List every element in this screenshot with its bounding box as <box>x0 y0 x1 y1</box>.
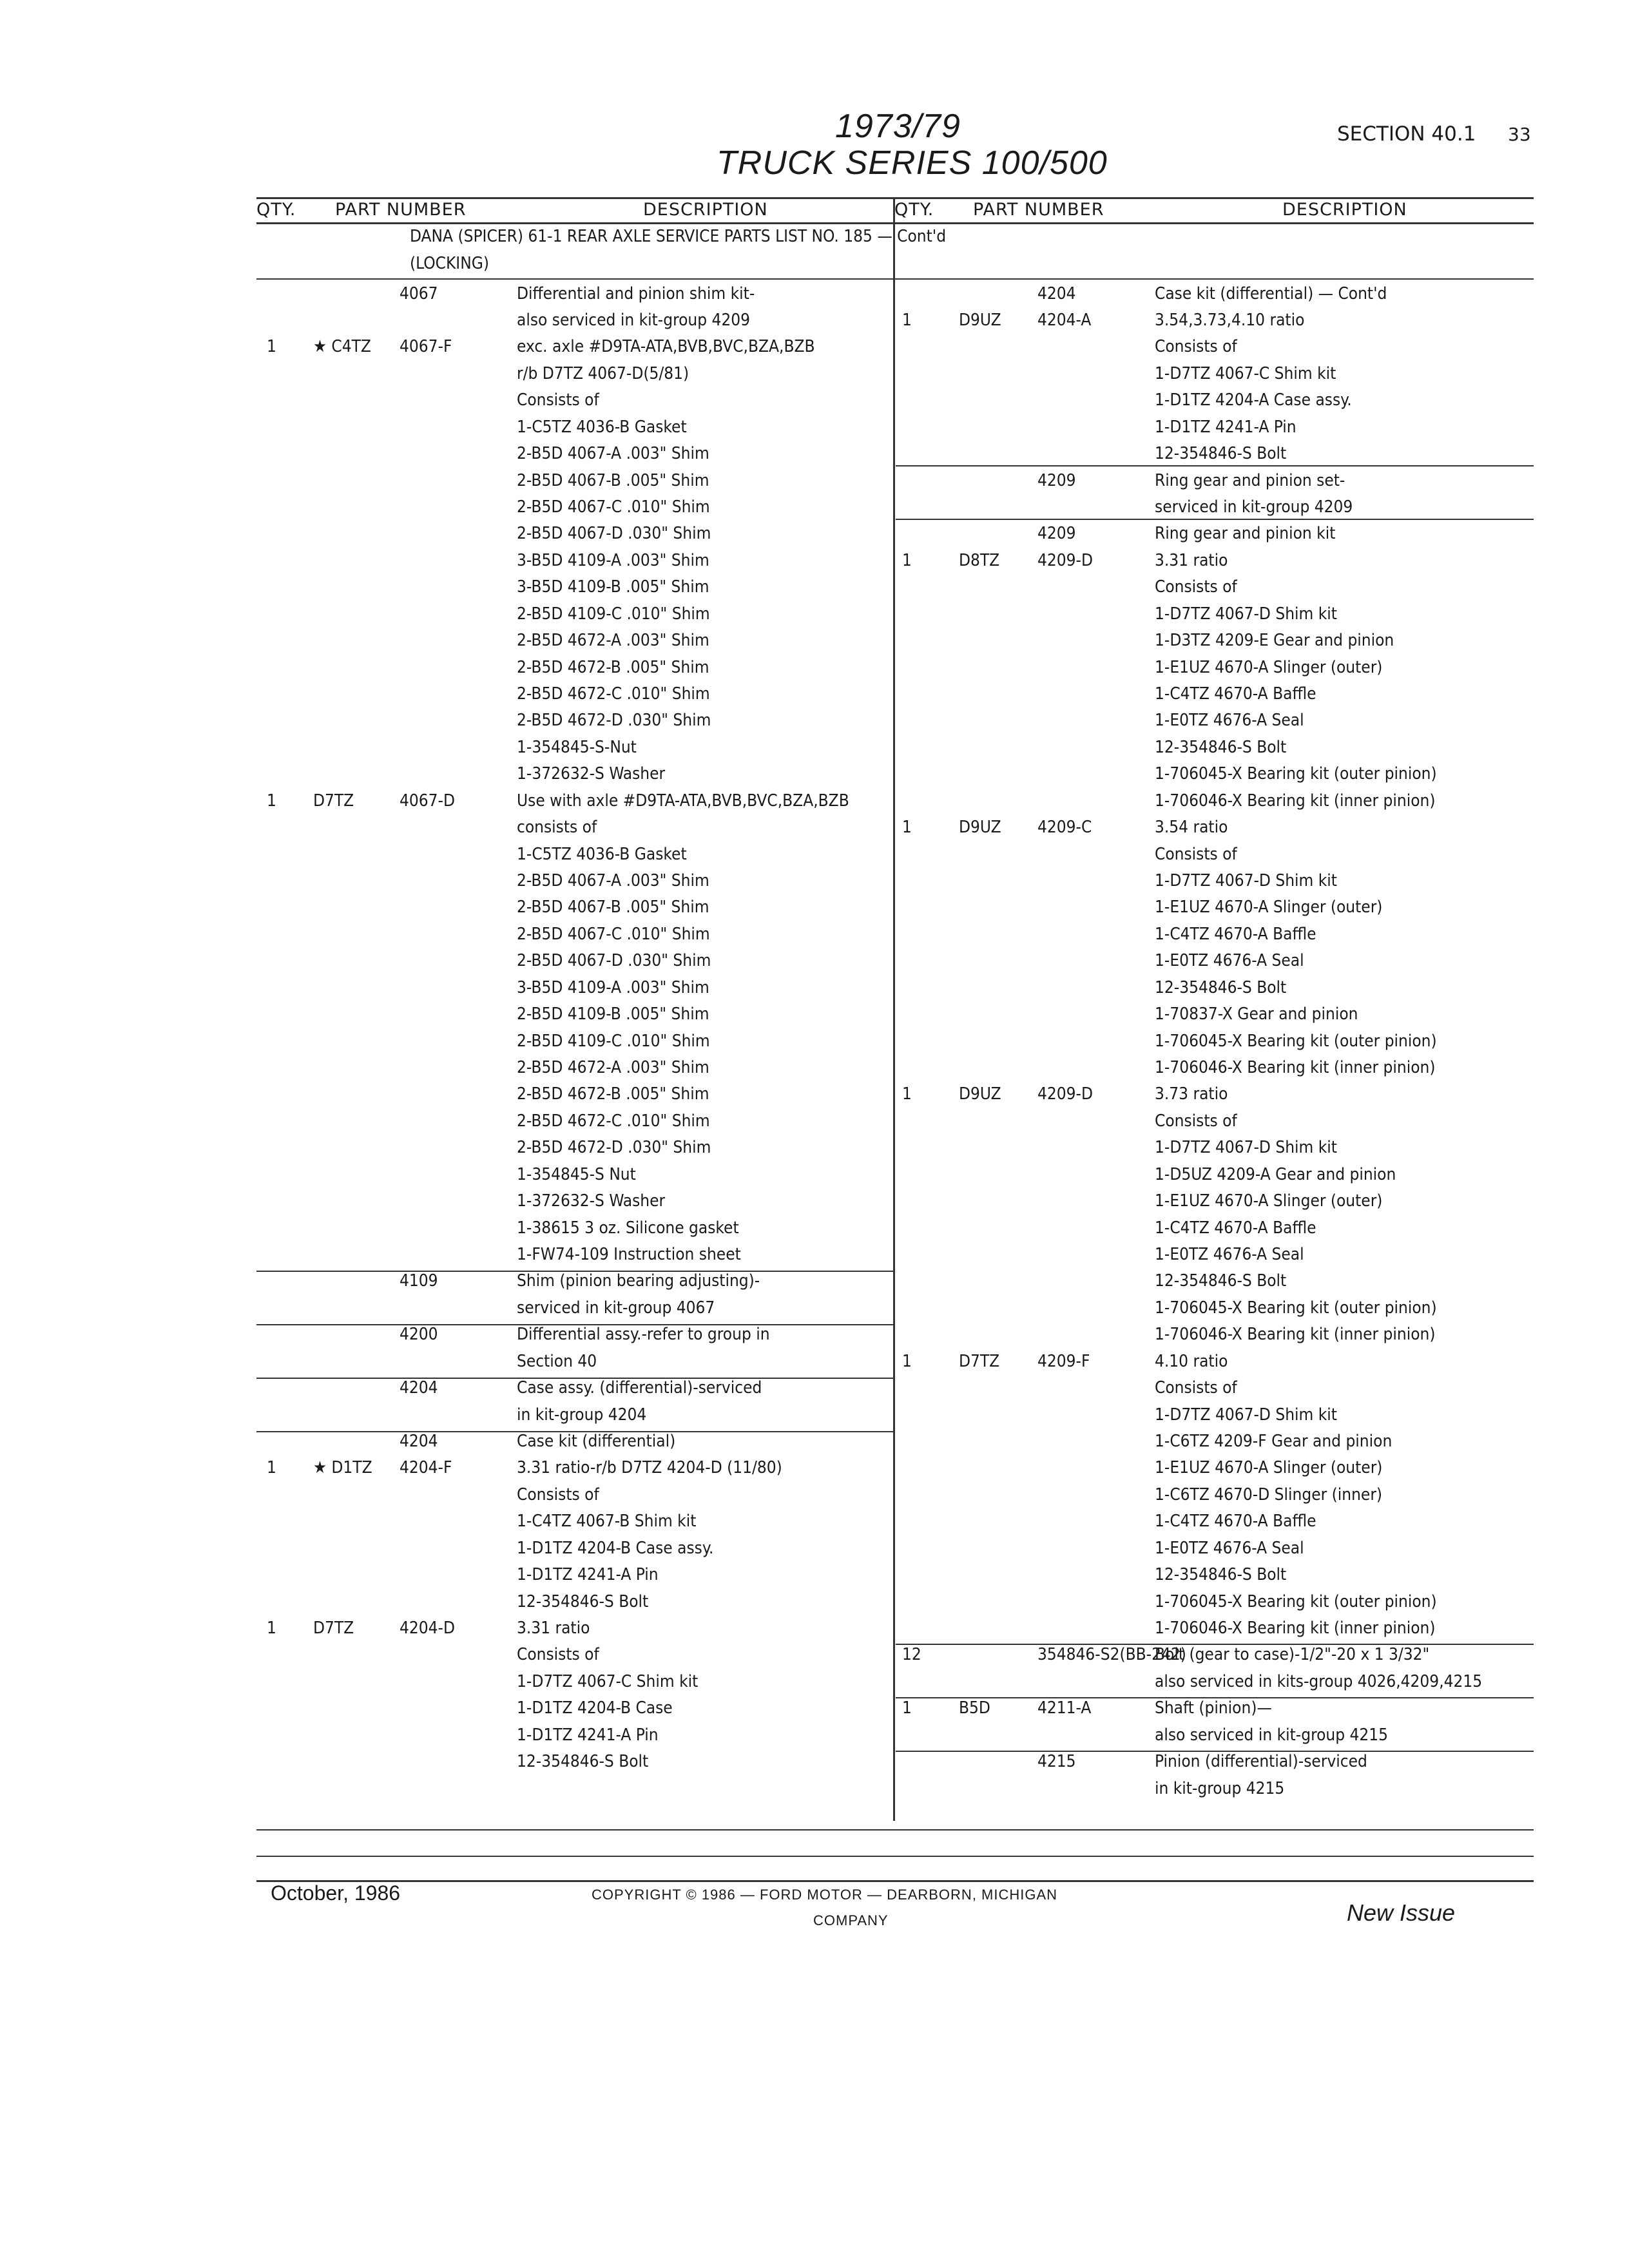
row-description: 3.54 ratio <box>1155 818 1228 838</box>
group-rule <box>896 519 1534 520</box>
row-part-group: 4209-C <box>1037 818 1092 838</box>
row-part-group: 4211-A <box>1037 1698 1092 1718</box>
row-description: 1-C6TZ 4670-D Slinger (inner) <box>1155 1485 1383 1504</box>
row-description: 1-C5TZ 4036-B Gasket <box>517 417 687 437</box>
row-description: 12-354846-S Bolt <box>1155 977 1287 997</box>
row-description: Differential and pinion shim kit- <box>517 284 755 303</box>
row-part-prefix: D7TZ <box>313 1619 354 1638</box>
row-description: 1-D1TZ 4204-B Case assy. <box>517 1538 714 1558</box>
row-description: in kit-group 4215 <box>1155 1778 1285 1798</box>
row-description: Ring gear and pinion kit <box>1155 524 1336 544</box>
row-description: exc. axle #D9TA-ATA,BVB,BVC,BZA,BZB <box>517 337 815 357</box>
column-divider <box>893 197 895 1821</box>
row-description: 1-706045-X Bearing kit (outer pinion) <box>1155 1298 1437 1318</box>
row-description: Case kit (differential) <box>517 1431 676 1451</box>
row-qty: 1 <box>267 1458 276 1478</box>
row-description: 3.31 ratio <box>517 1619 590 1638</box>
row-description: 2-B5D 4067-A .003" Shim <box>517 444 709 464</box>
row-qty: 1 <box>902 818 912 838</box>
row-description: 3.31 ratio-r/b D7TZ 4204-D (11/80) <box>517 1458 782 1478</box>
row-description: 12-354846-S Bolt <box>1155 1565 1287 1585</box>
row-description: Consists of <box>1155 337 1237 357</box>
group-rule <box>896 465 1534 466</box>
row-description: 1-D1TZ 4204-A Case assy. <box>1155 390 1352 410</box>
row-description: 1-D3TZ 4209-E Gear and pinion <box>1155 631 1394 651</box>
row-description: 1-D1TZ 4241-A Pin <box>517 1725 659 1745</box>
row-part-prefix: B5D <box>959 1698 990 1718</box>
row-description: consists of <box>517 818 597 838</box>
group-rule <box>896 1697 1534 1698</box>
row-description: Pinion (differential)-serviced <box>1155 1752 1367 1772</box>
row-description: serviced in kit-group 4067 <box>517 1298 715 1318</box>
row-part-group: 4209-F <box>1037 1351 1090 1371</box>
row-description: 1-372632-S Washer <box>517 764 666 784</box>
row-part-prefix: D9UZ <box>959 310 1001 330</box>
row-qty: 1 <box>267 337 276 357</box>
row-description: 3.73 ratio <box>1155 1084 1228 1104</box>
col-desc-right: DESCRIPTION <box>1282 200 1407 220</box>
row-description: Use with axle #D9TA-ATA,BVB,BVC,BZA,BZB <box>517 791 849 811</box>
row-description: 1-D7TZ 4067-D Shim kit <box>1155 1138 1337 1158</box>
group-rule <box>256 1271 893 1272</box>
row-description: 1-FW74-109 Instruction sheet <box>517 1244 741 1264</box>
row-description: Shim (pinion bearing adjusting)- <box>517 1271 760 1291</box>
row-qty: 1 <box>902 1351 912 1371</box>
row-description: 2-B5D 4672-C .010" Shim <box>517 684 710 704</box>
row-description: r/b D7TZ 4067-D(5/81) <box>517 363 689 383</box>
row-part-prefix: D9UZ <box>959 818 1001 838</box>
row-description: Consists of <box>517 390 599 410</box>
row-part-group: 4067 <box>400 284 438 303</box>
row-part-group: 354846-S2(BB-242) <box>1037 1645 1186 1665</box>
col-part-right: PART NUMBER <box>973 200 1104 220</box>
row-qty: 1 <box>902 1084 912 1104</box>
row-qty: 1 <box>902 1698 912 1718</box>
row-description: 2-B5D 4067-A .003" Shim <box>517 870 709 890</box>
row-description: 1-C4TZ 4670-A Baffle <box>1155 1218 1316 1238</box>
page-title-years: 1973/79 <box>835 108 961 145</box>
row-description: Consists of <box>517 1485 599 1504</box>
row-part-prefix: ★ D1TZ <box>313 1458 372 1478</box>
row-description: also serviced in kit-group 4215 <box>1155 1725 1389 1745</box>
row-qty: 1 <box>267 1619 276 1638</box>
row-part-group: 4067-F <box>400 337 452 357</box>
row-description: also serviced in kits-group 4026,4209,4215 <box>1155 1671 1483 1691</box>
row-description: in kit-group 4204 <box>517 1405 647 1425</box>
row-description: 12-354846-S Bolt <box>517 1752 649 1772</box>
group-rule <box>256 1378 893 1379</box>
row-description: Case assy. (differential)-serviced <box>517 1378 762 1398</box>
row-description: 2-B5D 4109-C .010" Shim <box>517 1031 710 1051</box>
row-description: 3-B5D 4109-B .005" Shim <box>517 577 709 597</box>
row-description: 2-B5D 4067-B .005" Shim <box>517 898 709 918</box>
row-qty: 1 <box>267 791 276 811</box>
row-description: 3.31 ratio <box>1155 550 1228 570</box>
row-description: 1-D7TZ 4067-C Shim kit <box>517 1671 699 1691</box>
row-description: 3.54,3.73,4.10 ratio <box>1155 310 1305 330</box>
row-description: 2-B5D 4067-D .030" Shim <box>517 524 711 544</box>
row-description: 1-E0TZ 4676-A Seal <box>1155 711 1304 731</box>
row-part-group: 4204-F <box>400 1458 452 1478</box>
row-qty: 1 <box>902 550 912 570</box>
row-part-group: 4204-D <box>400 1619 455 1638</box>
row-description: 3-B5D 4109-A .003" Shim <box>517 550 709 570</box>
group-rule <box>256 1431 893 1432</box>
row-description: 1-70837-X Gear and pinion <box>1155 1004 1358 1024</box>
row-description: 1-D7TZ 4067-D Shim kit <box>1155 1405 1337 1425</box>
row-description: 1-354845-S-Nut <box>517 737 637 757</box>
row-description: Ring gear and pinion set- <box>1155 470 1345 490</box>
row-description: 1-E0TZ 4676-A Seal <box>1155 1244 1304 1264</box>
row-description: 1-E1UZ 4670-A Slinger (outer) <box>1155 1458 1383 1478</box>
row-description: 2-B5D 4067-D .030" Shim <box>517 951 711 971</box>
row-part-group: 4209-D <box>1037 550 1093 570</box>
row-description: Consists of <box>1155 1111 1237 1131</box>
row-description: 1-706045-X Bearing kit (outer pinion) <box>1155 764 1437 784</box>
row-description: 1-D1TZ 4204-B Case <box>517 1698 673 1718</box>
group-rule <box>896 1751 1534 1752</box>
col-qty-right: QTY. <box>894 200 934 220</box>
row-part-group: 4204 <box>400 1378 438 1398</box>
row-description: Case kit (differential) — Cont'd <box>1155 284 1387 303</box>
footer-date: October, 1986 <box>271 1881 401 1905</box>
row-description: 12-354846-S Bolt <box>1155 444 1287 464</box>
row-description: 1-D7TZ 4067-C Shim kit <box>1155 363 1336 383</box>
header-top-rule <box>256 197 1534 199</box>
row-description: 2-B5D 4672-B .005" Shim <box>517 657 709 677</box>
footer-rule <box>256 1880 1534 1882</box>
section-label: SECTION 40.1 <box>1337 122 1476 146</box>
row-part-prefix: D8TZ <box>959 550 1000 570</box>
row-part-group: 4204 <box>400 1431 438 1451</box>
page-number: 33 <box>1508 124 1531 145</box>
row-description: 2-B5D 4672-D .030" Shim <box>517 1138 711 1158</box>
row-description: 1-C6TZ 4209-F Gear and pinion <box>1155 1431 1393 1451</box>
row-description: 1-706046-X Bearing kit (inner pinion) <box>1155 1619 1436 1638</box>
row-description: also serviced in kit-group 4209 <box>517 310 751 330</box>
list-title-rule <box>256 278 1534 280</box>
row-description: 1-354845-S Nut <box>517 1164 636 1184</box>
row-description: 12-354846-S Bolt <box>517 1591 649 1611</box>
row-description: Consists of <box>1155 1378 1237 1398</box>
row-description: 2-B5D 4067-B .005" Shim <box>517 470 709 490</box>
footer-company: COMPANY <box>813 1912 889 1928</box>
row-description: 3-B5D 4109-A .003" Shim <box>517 977 709 997</box>
row-description: 1-C4TZ 4670-A Baffle <box>1155 924 1316 944</box>
row-description: 1-372632-S Washer <box>517 1191 666 1211</box>
row-description: 1-706046-X Bearing kit (inner pinion) <box>1155 1057 1436 1077</box>
row-part-prefix: D9UZ <box>959 1084 1001 1104</box>
col-part-left: PART NUMBER <box>335 200 467 220</box>
row-part-group: 4200 <box>400 1325 438 1345</box>
row-part-group: 4209 <box>1037 470 1076 490</box>
row-description: 1-E0TZ 4676-A Seal <box>1155 1538 1304 1558</box>
row-description: 1-D7TZ 4067-D Shim kit <box>1155 604 1337 624</box>
row-description: Shaft (pinion)— <box>1155 1698 1272 1718</box>
row-part-group: 4109 <box>400 1271 438 1291</box>
row-description: 12-354846-S Bolt <box>1155 737 1287 757</box>
row-description: 2-B5D 4109-B .005" Shim <box>517 1004 709 1024</box>
col-qty-left: QTY. <box>256 200 296 220</box>
row-description: Differential assy.-refer to group in <box>517 1325 770 1345</box>
row-description: 1-D7TZ 4067-D Shim kit <box>1155 870 1337 890</box>
row-description: 2-B5D 4672-C .010" Shim <box>517 1111 710 1131</box>
row-description: 1-C5TZ 4036-B Gasket <box>517 844 687 864</box>
row-part-prefix: D7TZ <box>313 791 354 811</box>
row-description: Consists of <box>517 1645 599 1665</box>
list-title-line2: (LOCKING) <box>410 254 489 273</box>
footer-issue: New Issue <box>1347 1899 1456 1926</box>
row-description: Section 40 <box>517 1351 597 1371</box>
row-description: 1-706046-X Bearing kit (inner pinion) <box>1155 791 1436 811</box>
row-description: 1-706045-X Bearing kit (outer pinion) <box>1155 1031 1437 1051</box>
row-description: 2-B5D 4109-C .010" Shim <box>517 604 710 624</box>
row-description: 12-354846-S Bolt <box>1155 1271 1287 1291</box>
row-description: 2-B5D 4067-C .010" Shim <box>517 497 710 517</box>
row-part-group: 4209 <box>1037 524 1076 544</box>
row-part-prefix: D7TZ <box>959 1351 1000 1371</box>
row-description: Consists of <box>1155 844 1237 864</box>
row-qty: 1 <box>902 310 912 330</box>
bottom-rule <box>256 1829 1534 1831</box>
row-part-group: 4204 <box>1037 284 1076 303</box>
row-description: 1-E1UZ 4670-A Slinger (outer) <box>1155 657 1383 677</box>
row-qty: 12 <box>902 1645 921 1665</box>
row-part-group: 4067-D <box>400 791 455 811</box>
row-description: 2-B5D 4067-C .010" Shim <box>517 924 710 944</box>
group-rule <box>256 1324 893 1325</box>
row-part-prefix: ★ C4TZ <box>313 337 371 357</box>
row-description: 4.10 ratio <box>1155 1351 1228 1371</box>
row-description: 1-D1TZ 4241-A Pin <box>1155 417 1296 437</box>
row-part-group: 4209-D <box>1037 1084 1093 1104</box>
row-description: 1-38615 3 oz. Silicone gasket <box>517 1218 739 1238</box>
page-title-series: TRUCK SERIES 100/500 <box>717 144 1108 182</box>
footer-copyright: COPYRIGHT © 1986 — FORD MOTOR — DEARBORN, MICHIGAN <box>592 1887 1058 1903</box>
row-description: 1-C4TZ 4067-B Shim kit <box>517 1512 697 1532</box>
row-description: Bolt (gear to case)-1/2"-20 x 1 3/32" <box>1155 1645 1430 1665</box>
col-desc-left: DESCRIPTION <box>643 200 768 220</box>
row-description: 1-706046-X Bearing kit (inner pinion) <box>1155 1325 1436 1345</box>
row-description: 2-B5D 4672-A .003" Shim <box>517 631 709 651</box>
bottom-rule <box>256 1856 1534 1857</box>
row-description: 2-B5D 4672-A .003" Shim <box>517 1057 709 1077</box>
row-description: 1-706045-X Bearing kit (outer pinion) <box>1155 1591 1437 1611</box>
row-description: 1-C4TZ 4670-A Baffle <box>1155 684 1316 704</box>
row-description: 1-E1UZ 4670-A Slinger (outer) <box>1155 898 1383 918</box>
row-description: 1-D5UZ 4209-A Gear and pinion <box>1155 1164 1396 1184</box>
row-description: 1-C4TZ 4670-A Baffle <box>1155 1512 1316 1532</box>
row-description: 1-E0TZ 4676-A Seal <box>1155 951 1304 971</box>
group-rule <box>896 1644 1534 1645</box>
list-title-line1: DANA (SPICER) 61-1 REAR AXLE SERVICE PARTS LIST NO. 185 — Cont'd <box>410 227 947 246</box>
row-part-group: 4215 <box>1037 1752 1076 1772</box>
row-description: 1-D1TZ 4241-A Pin <box>517 1565 659 1585</box>
row-description: serviced in kit-group 4209 <box>1155 497 1353 517</box>
row-description: 1-E1UZ 4670-A Slinger (outer) <box>1155 1191 1383 1211</box>
row-description: 2-B5D 4672-D .030" Shim <box>517 711 711 731</box>
row-part-group: 4204-A <box>1037 310 1092 330</box>
row-description: 2-B5D 4672-B .005" Shim <box>517 1084 709 1104</box>
row-description: Consists of <box>1155 577 1237 597</box>
